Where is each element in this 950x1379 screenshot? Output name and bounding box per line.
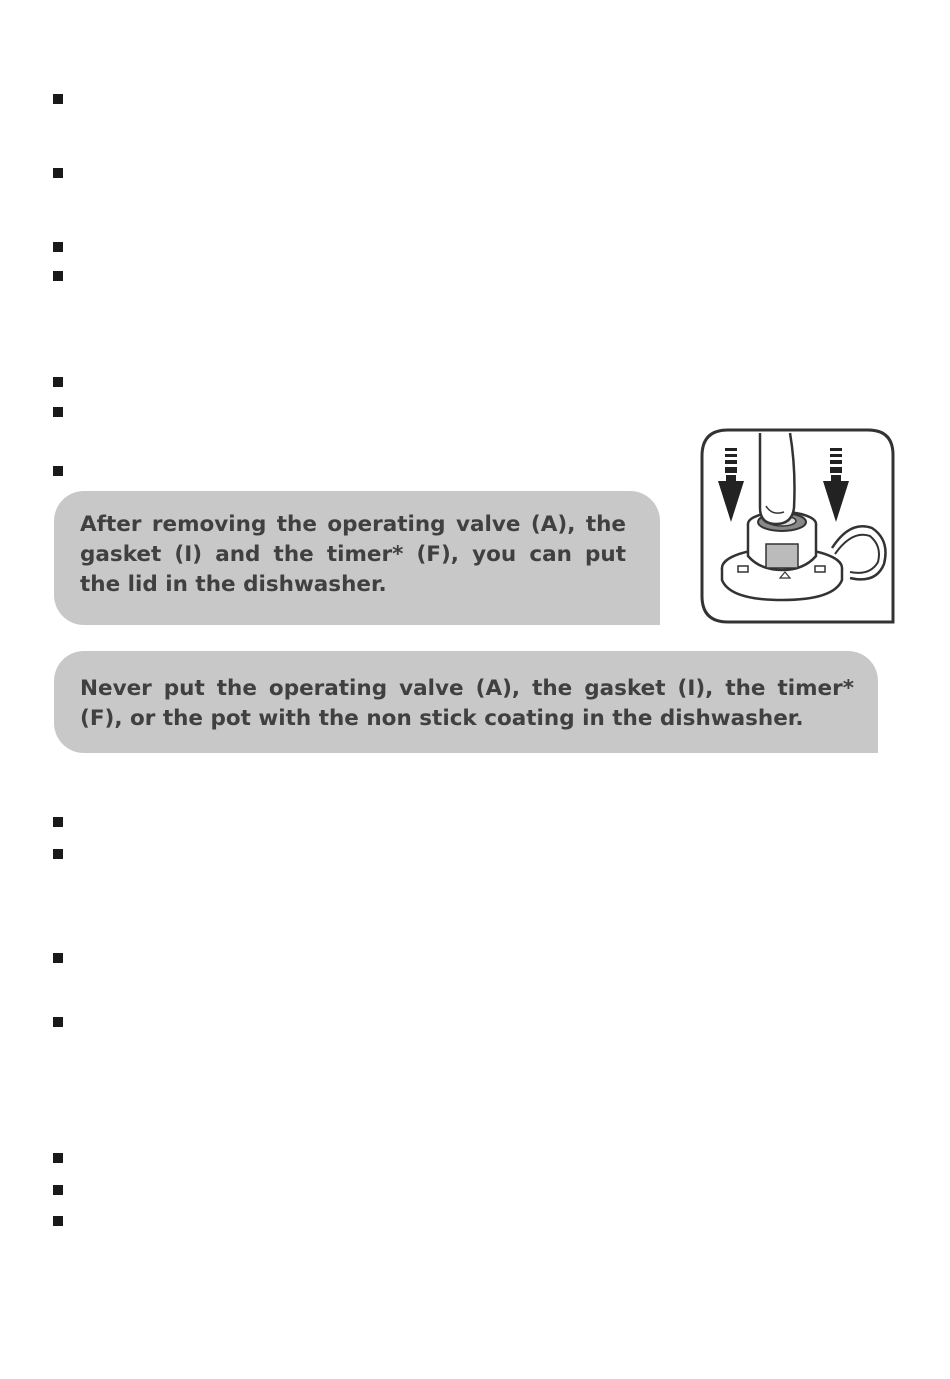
list-bullet (53, 94, 63, 104)
list-bullet (53, 271, 63, 281)
list-bullet (53, 168, 63, 178)
list-bullet (53, 1216, 63, 1226)
press-valve-illustration-icon (700, 428, 895, 624)
dishwasher-lid-note: After removing the operating valve (A), the gasket (I) and the timer* (F), you can put the lid in the dishwasher. (54, 491, 660, 625)
list-bullet (53, 849, 63, 859)
never-dishwasher-note: Never put the operating valve (A), the gasket (I), the timer* (F), or the pot with the non stick coating in the dishwasher. (54, 651, 878, 753)
list-bullet (53, 817, 63, 827)
list-bullet (53, 1017, 63, 1027)
list-bullet (53, 407, 63, 417)
list-bullet (53, 1185, 63, 1195)
list-bullet (53, 953, 63, 963)
list-bullet (53, 377, 63, 387)
list-bullet (53, 466, 63, 476)
list-bullet (53, 1153, 63, 1163)
list-bullet (53, 242, 63, 252)
